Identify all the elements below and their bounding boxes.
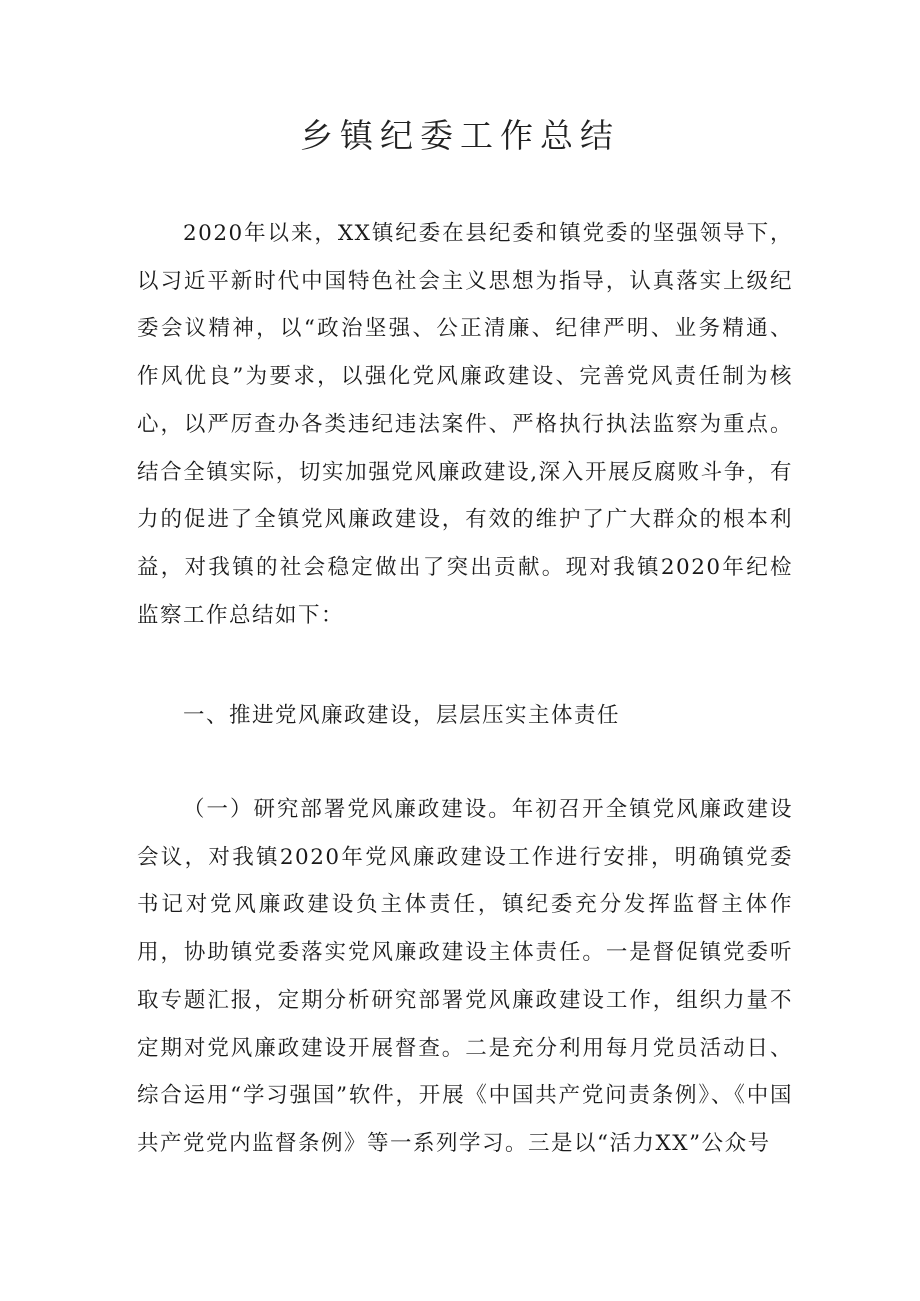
paragraph-intro: 2020年以来，XX镇纪委在县纪委和镇党委的坚强领导下，以习近平新时代中国特色社会主义思想为指导，认真落实上级纪委会议精神，以“政治坚强、公正清廉、纪律严明、业务精通、作风优良”为要求，以强化党风廉政建设、完善党风责任制为核心，以严厉查办各类违纪违法案件、严格执行执法监察为重点。结合全镇实际，切实加强党风廉政建设,深入开展反腐败斗争，有力的促进了全镇党风廉政建设，有效的维护了广大群众的根本利益，对我镇的社会稳定做出了突出贡献。现对我镇2020年纪检监察工作总结如下：: [137, 221, 793, 628]
section-heading-1: 一、推进党风廉政建设，层层压实主体责任: [183, 703, 621, 728]
paragraph-section-1-1: （一）研究部署党风廉政建设。年初召开全镇党风廉政建设会议，对我镇2020年党风廉政建设工作进行安排，明确镇党委书记对党风廉政建设负主体责任，镇纪委充分发挥监督主体作用，协助镇党委落实党风廉政建设主体责任。一是督促镇党委听取专题汇报，定期分析研究部署党风廉政建设工作，组织力量不定期对党风廉政建设开展督查。二是充分利用每月党员活动日、综合运用“学习强国”软件，开展《中国共产党问责条例》、《中国共产党党内监督条例》等一系列学习。三是以“活力XX”公众号: [137, 797, 793, 1156]
document-title: 乡镇纪委工作总结: [300, 116, 620, 155]
